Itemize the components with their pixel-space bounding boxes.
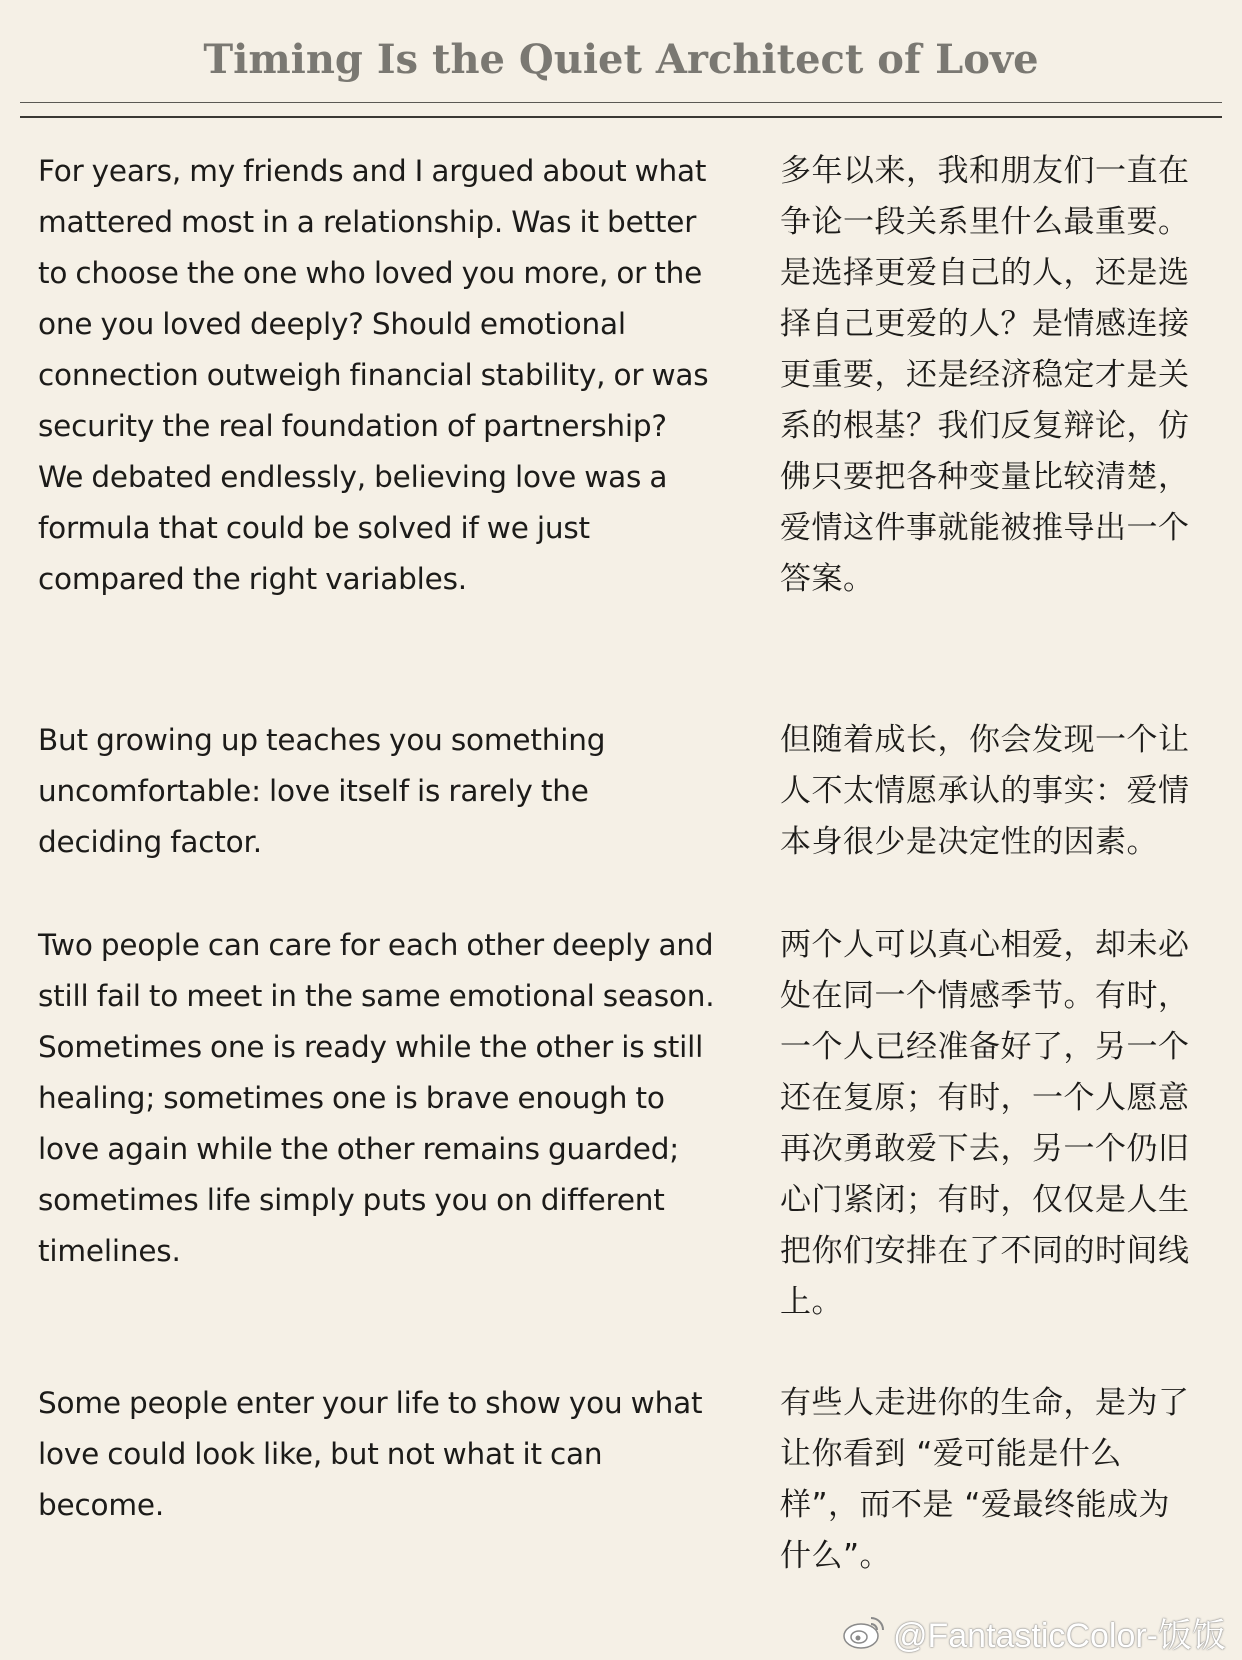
paragraph-3-chinese: 两个人可以真心相爱，却未必处在同一个情感季节。有时，一个人已经准备好了，另一个还在复原；有时，一个人愿意再次勇敢爱下去，另一个仍旧心门紧闭；有时，仅仅是人生把你们安排在了不同的时间线上。 xyxy=(780,927,1190,1320)
page-title: Timing Is the Quiet Architect of Love xyxy=(203,36,1039,83)
header-divider-thin xyxy=(20,102,1222,103)
paragraph-4-chinese: 有些人走进你的生命，是为了让你看到 “爱可能是什么样”，而不是 “爱最终能成为什么”。 xyxy=(780,1385,1190,1574)
header-divider-thick xyxy=(20,116,1222,118)
watermark-text: @FantasticColor-饭饭 xyxy=(892,1616,1226,1655)
watermark xyxy=(841,1610,1226,1654)
paragraph-1-english: For years, my friends and I argued about what mattered most in a relationship. Was it better to choose the one who loved you more, or the one you loved deeply? Should emotional connection outweigh financial stability, or was security the real foundation of partnership? We debated endlessly, believing love was a formula that could be solved if we just compared the right variables. xyxy=(38,154,709,596)
paragraph-2-chinese: 但随着成长，你会发现一个让人不太情愿承认的事实：爱情本身很少是决定性的因素。 xyxy=(780,722,1190,860)
paragraph-4-english: Some people enter your life to show you what love could look like, but not what it can become. xyxy=(38,1386,703,1522)
page-header xyxy=(0,0,1242,120)
weibo-icon xyxy=(841,1612,887,1652)
paragraph-2-english: But growing up teaches you something uncomfortable: love itself is rarely the deciding factor. xyxy=(38,723,606,859)
paragraph-3-english: Two people can care for each other deeply and still fail to meet in the same emotional season. Sometimes one is ready while the other is still healing; sometimes one is brave enough to love again while the other remains guarded; sometimes life simply puts you on different timelines. xyxy=(38,928,715,1268)
paragraph-1-chinese: 多年以来，我和朋友们一直在争论一段关系里什么最重要。是选择更爱自己的人，还是选择自己更爱的人？是情感连接更重要，还是经济稳定才是关系的根基？我们反复辩论，仿佛只要把各种变量比较清楚，爱情这件事就能被推导出一个答案。 xyxy=(780,153,1190,597)
